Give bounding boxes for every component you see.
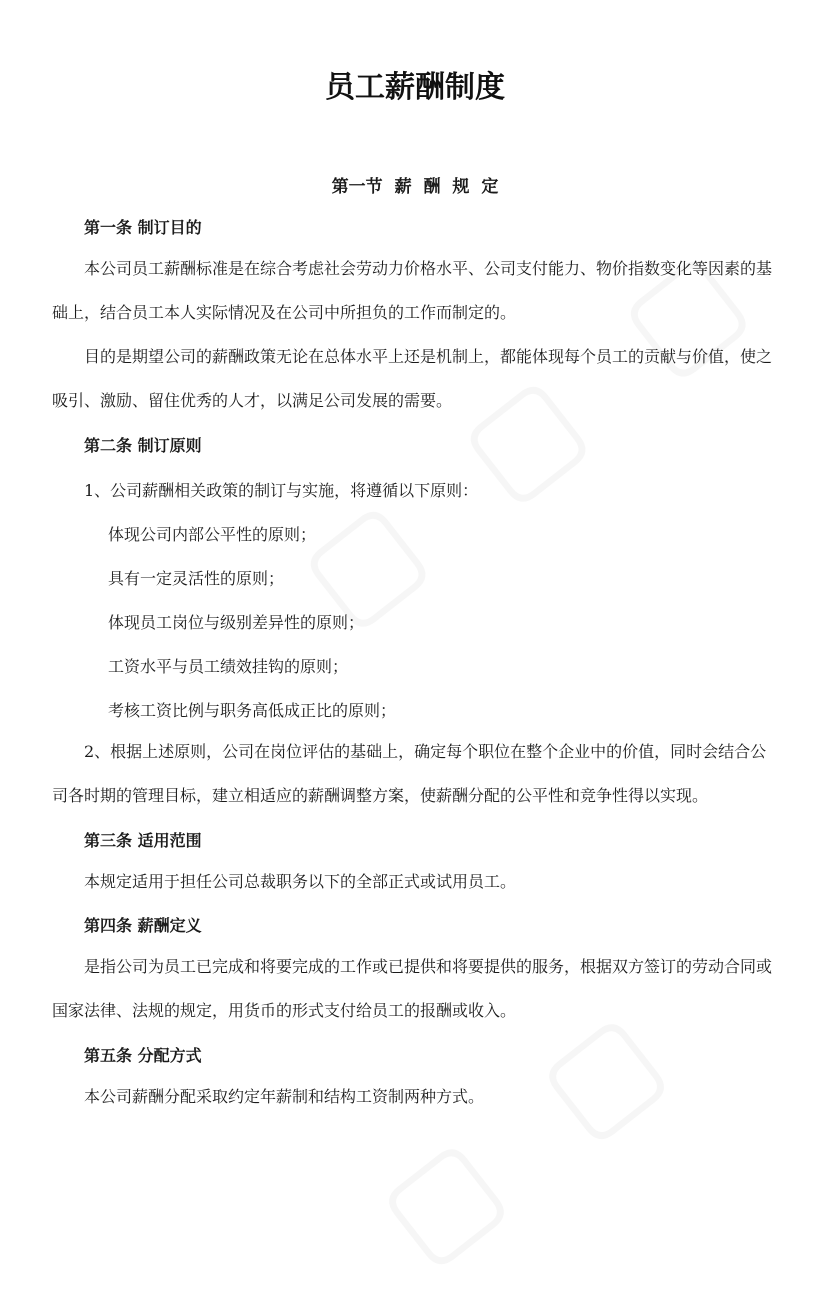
- article-paragraph: 2、根据上述原则，公司在岗位评估的基础上，确定每个职位在整个企业中的价值，同时会结合公司各时期的管理目标，建立相适应的薪酬调整方案，使薪酬分配的公平性和竞争性得以实现。: [52, 742, 767, 805]
- article-paragraph: 本规定适用于担任公司总裁职务以下的全部正式或试用员工。: [84, 872, 517, 891]
- article-paragraph: 是指公司为员工已完成和将要完成的工作或已提供和将要提供的服务，根据双方签订的劳动合同或国家法律、法规的规定，用货币的形式支付给员工的报酬或收入。: [52, 957, 773, 1020]
- principle-item: 工资水平与员工绩效挂钩的原则；: [108, 657, 349, 676]
- article-heading: 第二条 制订原则: [84, 436, 202, 455]
- article-paragraph: 本公司员工薪酬标准是在综合考虑社会劳动力价格水平、公司支付能力、物价指数变化等因素的基础上，结合员工本人实际情况及在公司中所担负的工作而制定的。: [52, 259, 773, 322]
- article-heading: 第四条 薪酬定义: [84, 916, 202, 935]
- document-title: 员工薪酬制度: [325, 70, 505, 105]
- principle-item: 考核工资比例与职务高低成正比的原则；: [108, 701, 397, 720]
- article-paragraph: 本公司薪酬分配采取约定年薪制和结构工资制两种方式。: [84, 1087, 485, 1106]
- principles-intro: 1、公司薪酬相关政策的制订与实施，将遵循以下原则：: [84, 481, 479, 500]
- article-heading: 第三条 适用范围: [84, 831, 202, 850]
- article-paragraph: 目的是期望公司的薪酬政策无论在总体水平上还是机制上，都能体现每个员工的贡献与价值，使之吸引、激励、留住优秀的人才，以满足公司发展的需要。: [52, 347, 773, 410]
- article-heading: 第五条 分配方式: [84, 1046, 202, 1065]
- principle-item: 具有一定灵活性的原则；: [108, 569, 285, 588]
- principle-item: 体现员工岗位与级别差异性的原则；: [108, 613, 365, 632]
- principle-item: 体现公司内部公平性的原则；: [108, 525, 317, 544]
- section-title: 第一节 薪 酬 规 定: [331, 177, 499, 197]
- article-heading: 第一条 制订目的: [84, 218, 202, 237]
